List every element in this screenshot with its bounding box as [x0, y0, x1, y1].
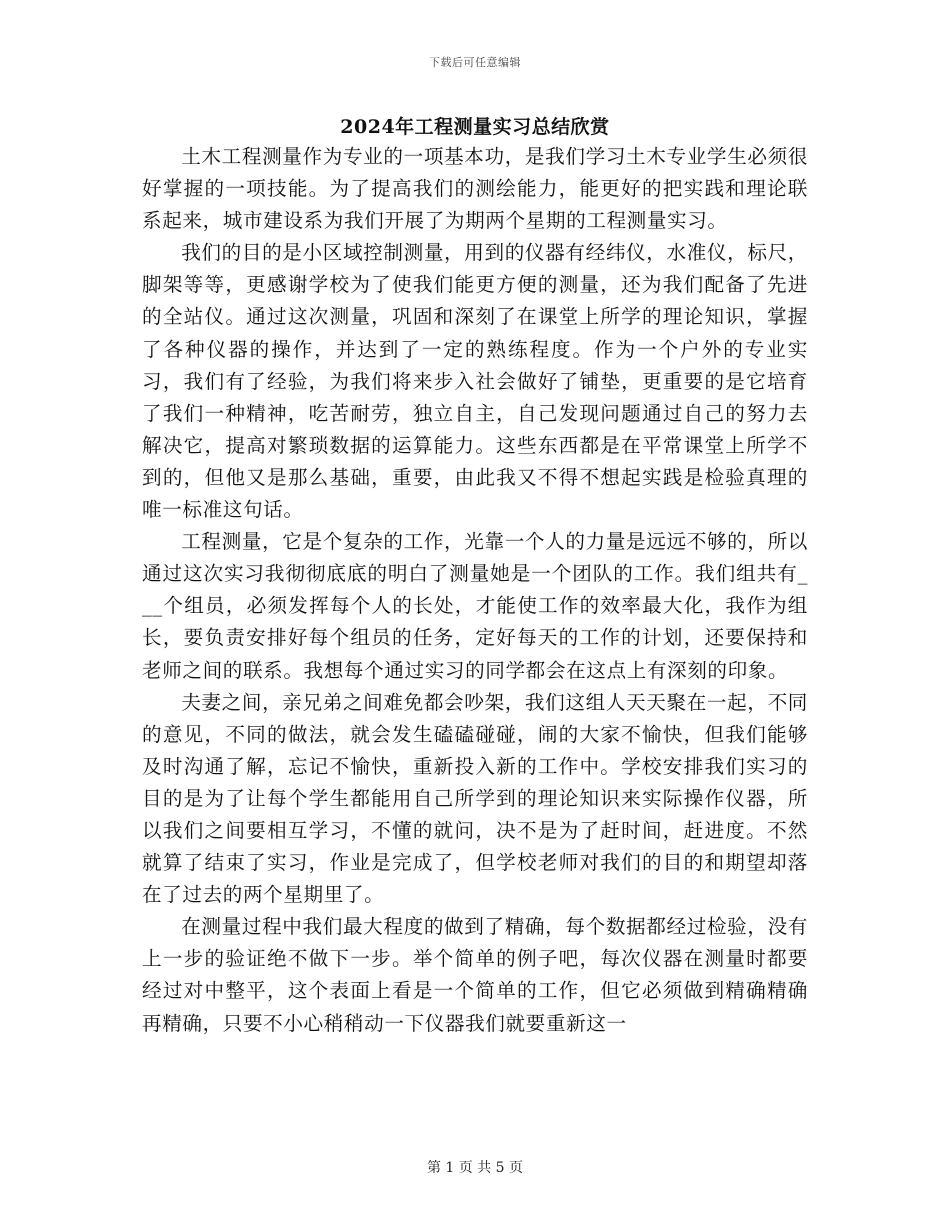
- paragraph-4: 夫妻之间，亲兄弟之间难免都会吵架，我们这组人天天聚在一起，不同的意见，不同的做法，就会发生磕磕碰碰，闹的大家不愉快，但我们能够及时沟通了解，忘记不愉快，重新投入新的工作中。学校安排我们实习的目的是为了让每个学生都能用自己所学到的理论知识来实际操作仪器，所以我们之间要相互学习，不懂的就问，决不是为了赶时间，赶进度。不然就算了结束了实习，作业是完成了，但学校老师对我们的目的和期望却落在了过去的两个星期里了。: [142, 690, 808, 907]
- page-number: 第 1 页 共 5 页: [426, 1160, 524, 1176]
- paragraph-2: 我们的目的是小区域控制测量，用到的仪器有经纬仪，水准仪，标尺，脚架等等，更感谢学校为了使我们能更方便的测量，还为我们配备了先进的全站仪。通过这次测量，巩固和深刻了在课堂上所学的理论知识，掌握了各种仪器的操作，并达到了一定的熟练程度。作为一个户外的专业实习，我们有了经验，为我们将来步入社会做好了铺垫，更重要的是它培育了我们一种精神，吃苦耐劳，独立自主，自己发现问题通过自己的努力去解决它，提高对繁琐数据的运算能力。这些东西都是在平常课堂上所学不到的，但他又是那么基础，重要，由此我又不得不想起实践是检验真理的唯一标准这句话。: [142, 241, 808, 522]
- document-title: 2024年工程测量实习总结欣赏: [340, 116, 610, 138]
- document-body: [142, 141, 808, 1040]
- paragraph-3: 工程测量，它是个复杂的工作，光靠一个人的力量是远远不够的，所以通过这次实习我彻彻底底的明白了测量她是一个团队的工作。我们组共有___个组员，必须发挥每个人的长处，才能使工作的效率最大化，我作为组长，要负责安排好每个组员的任务，定好每天的工作的计划，还要保持和老师之间的联系。我想每个通过实习的同学都会在这点上有深刻的印象。: [142, 530, 808, 682]
- paragraph-1: 土木工程测量作为专业的一项基本功，是我们学习土木专业学生必须很好掌握的一项技能。为了提高我们的测绘能力，能更好的把实践和理论联系起来，城市建设系为我们开展了为期两个星期的工程测量实习。: [142, 145, 808, 233]
- page-header-note: 下载后可任意编辑: [429, 56, 521, 69]
- paragraph-5: 在测量过程中我们最大程度的做到了精确，每个数据都经过检验，没有上一步的验证绝不做下一步。举个简单的例子吧，每次仪器在测量时都要经过对中整平，这个表面上看是一个简单的工作，但它必须做到精确精确再精确，只要不小心稍稍动一下仪器我们就要重新这一: [142, 915, 808, 1035]
